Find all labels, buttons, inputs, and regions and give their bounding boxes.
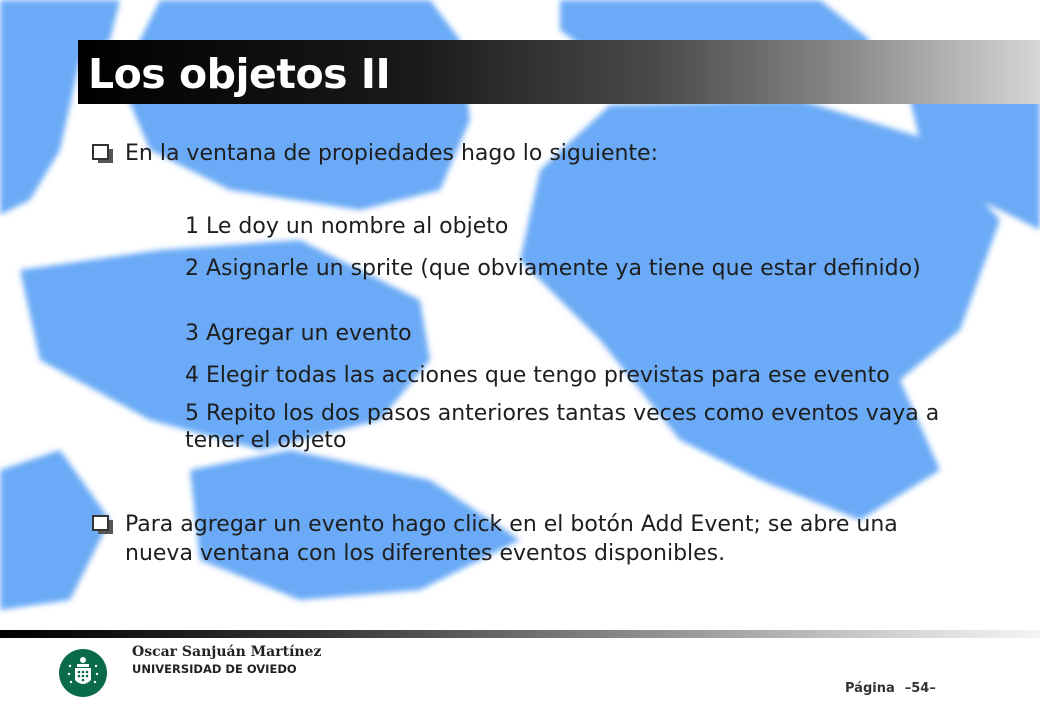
step-item: 1 Le doy un nombre al objeto	[185, 214, 509, 239]
hollow-square-bullet-icon	[92, 144, 114, 164]
page-number: –54–	[904, 681, 936, 696]
footer-divider	[0, 630, 1040, 638]
university-seal-icon	[58, 648, 108, 698]
step-item: 4 Elegir todas las acciones que tengo previstas para ese evento	[185, 363, 890, 388]
step-item: 3 Agregar un evento	[185, 321, 412, 346]
step-item: 5 Repito los dos pasos anteriores tantas veces como eventos vaya a tener el objeto	[185, 401, 940, 453]
university-name: UNIVERSIDAD DE OVIEDO	[132, 662, 297, 676]
author-name: Oscar Sanjuán Martínez	[132, 644, 322, 660]
page-indicator	[845, 681, 936, 696]
step-item: 2 Asignarle un sprite (que obviamente ya tiene que estar definido)	[185, 256, 921, 281]
bullet-item	[92, 139, 972, 168]
slide-title: Los objetos II	[88, 50, 391, 98]
page-label: Página	[845, 681, 895, 696]
hollow-square-bullet-icon	[92, 515, 114, 535]
bullet-text: Para agregar un evento hago click en el botón Add Event; se abre una nueva ventana con los diferentes eventos disponibles.	[125, 512, 898, 566]
bullet-item	[92, 510, 972, 568]
bullet-text: En la ventana de propiedades hago lo siguiente:	[125, 141, 658, 166]
